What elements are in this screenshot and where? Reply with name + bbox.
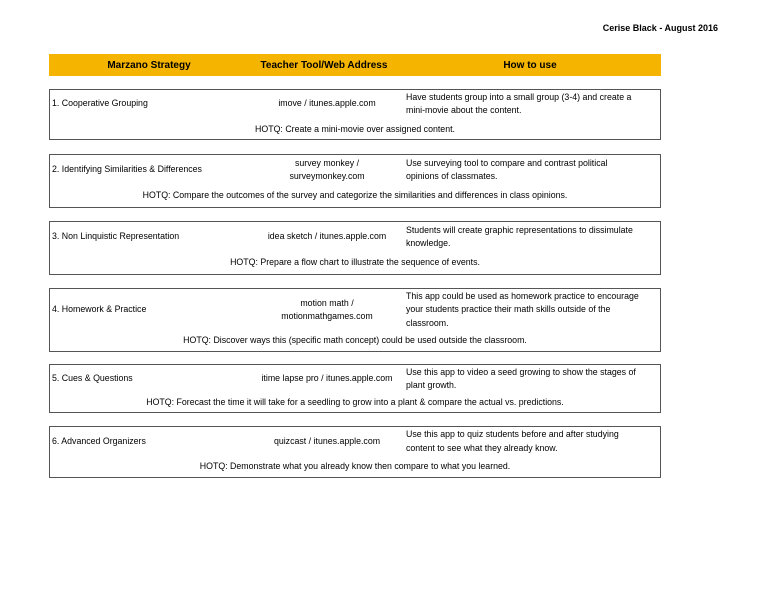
strategy-name: 6. Advanced Organizers	[52, 435, 146, 446]
hotq-text: HOTQ: Forecast the time it will take for a seedling to grow into a plant & compare the actual vs. predictions.	[146, 397, 564, 407]
teacher-tool: quizcast / itunes.apple.com	[273, 435, 381, 446]
table-header	[49, 54, 661, 76]
strategy-card-3	[49, 221, 661, 275]
hotq-text: HOTQ: Demonstrate what you already know then compare to what you learned.	[199, 461, 511, 471]
hotq-text: HOTQ: Prepare a flow chart to illustrate the sequence of events.	[230, 257, 480, 267]
teacher-tool: motion math / motionmathgames.com	[281, 297, 373, 321]
author-credit: Cerise Black - August 2016	[602, 23, 718, 33]
how-to-use: Use surveying tool to compare and contrast political opinions of classmates.	[406, 157, 608, 181]
header-how-to-use: How to use	[503, 59, 557, 71]
header-strategy: Marzano Strategy	[107, 59, 191, 71]
how-to-use: Students will create graphic representations to dissimulate knowledge.	[406, 224, 633, 248]
strategy-name: 2. Identifying Similarities & Differences	[52, 164, 202, 175]
strategy-name: 3. Non Linquistic Representation	[52, 231, 180, 242]
strategy-card-1	[49, 89, 661, 140]
teacher-tool: survey monkey / surveymonkey.com	[289, 157, 365, 181]
teacher-tool: idea sketch / itunes.apple.com	[267, 231, 387, 242]
teacher-tool: itime lapse pro / itunes.apple.com	[261, 373, 393, 384]
hotq-text: HOTQ: Compare the outcomes of the survey and categorize the similarities and differences in class opinions.	[142, 190, 568, 200]
how-to-use: This app could be used as homework practice to encourage your students practice their math skills outside of the classroom.	[406, 290, 639, 328]
strategy-card-4	[49, 288, 661, 352]
teacher-tool: imove / itunes.apple.com	[278, 98, 376, 109]
how-to-use: Have students group into a small group (3-4) and create a mini-movie about the content.	[406, 91, 632, 115]
strategy-name: 1. Cooperative Grouping	[52, 98, 148, 109]
strategy-name: 4. Homework & Practice	[52, 304, 147, 315]
how-to-use: Use this app to video a seed growing to show the stages of plant growth.	[406, 366, 636, 390]
how-to-use: Use this app to quiz students before and after studying content to see what they already know.	[406, 429, 619, 453]
strategy-card-6	[49, 426, 661, 478]
strategy-card-5	[49, 364, 661, 413]
strategy-name: 5. Cues & Questions	[52, 373, 133, 384]
header-tool: Teacher Tool/Web Address	[260, 59, 388, 71]
strategy-card-2	[49, 154, 661, 208]
hotq-text: HOTQ: Create a mini-movie over assigned content.	[255, 124, 455, 134]
hotq-text: HOTQ: Discover ways this (specific math concept) could be used outside the classroom.	[183, 335, 527, 345]
